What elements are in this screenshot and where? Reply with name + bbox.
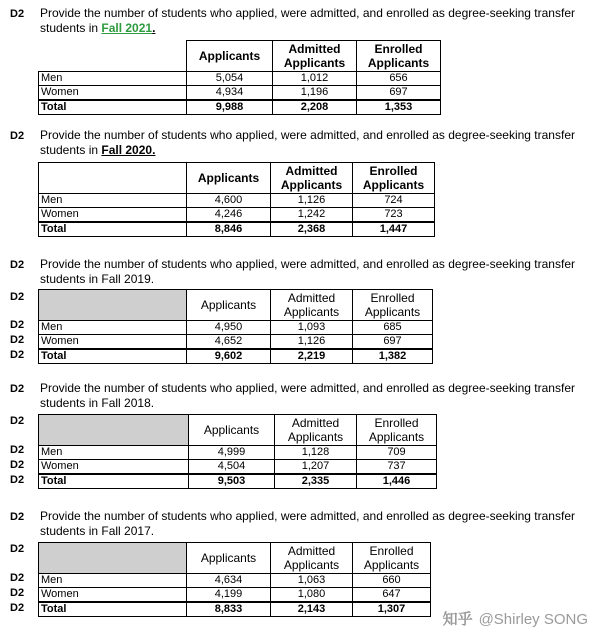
row-label: Women	[39, 460, 189, 475]
watermark	[443, 608, 588, 629]
cell: 697	[357, 86, 441, 101]
question-text: Provide the number of students who applied, were admitted, and enrolled as degree-seeking transfer students in Fall 2019.	[40, 257, 575, 286]
header-enrolled: Enrolled Applicants	[353, 290, 433, 321]
question-text: Provide the number of students who applied, were admitted, and enrolled as degree-seeking transfer students in Fall 2018.	[40, 381, 575, 410]
header-corner	[39, 41, 187, 72]
data-table	[38, 162, 435, 237]
row-code: D2	[10, 334, 25, 346]
cell: 4,246	[187, 208, 271, 223]
cell: 660	[353, 574, 431, 588]
cell: 1,093	[271, 321, 353, 335]
row-label: Total	[39, 349, 187, 364]
table-row-total	[39, 100, 441, 115]
cell: 647	[353, 588, 431, 603]
cell: 2,143	[271, 602, 353, 617]
cell: 1,446	[357, 474, 437, 489]
data-table	[38, 289, 433, 364]
header-admitted: Admitted Applicants	[271, 163, 353, 194]
question-prefix: Provide the number of students who applied, were admitted, and enrolled as degree-seeking transfer students in	[40, 6, 575, 35]
question-year: Fall 2021	[101, 21, 153, 35]
header-corner	[39, 415, 189, 446]
data-table	[38, 414, 437, 489]
cell: 2,368	[271, 222, 353, 237]
question-code: D2	[10, 259, 25, 271]
table-row	[39, 72, 441, 86]
cell: 685	[353, 321, 433, 335]
cell: 8,846	[187, 222, 271, 237]
cell: 723	[353, 208, 435, 223]
header-enrolled: Enrolled Applicants	[353, 543, 431, 574]
cell: 9,602	[187, 349, 271, 364]
cell: 1,012	[273, 72, 357, 86]
header-code: D2	[10, 543, 25, 555]
header-enrolled: Enrolled Applicants	[353, 163, 435, 194]
header-code: D2	[10, 291, 25, 303]
cell: 697	[353, 335, 433, 350]
row-code: D2	[10, 474, 25, 486]
header-code: D2	[10, 415, 25, 427]
question-text: Provide the number of students who applied, were admitted, and enrolled as degree-seeking transfer students in Fall 2017.	[40, 509, 575, 538]
header-applicants: Applicants	[187, 41, 273, 72]
cell: 4,999	[189, 446, 275, 460]
cell: 1,353	[357, 100, 441, 115]
header-corner	[39, 163, 187, 194]
cell: 1,126	[271, 194, 353, 208]
question-code: D2	[10, 511, 25, 523]
header-applicants: Applicants	[187, 163, 271, 194]
table-row-total	[39, 222, 435, 237]
header-enrolled: Enrolled Applicants	[357, 415, 437, 446]
cell: 656	[357, 72, 441, 86]
row-label: Men	[39, 574, 187, 588]
table-row-total	[39, 349, 433, 364]
cell: 4,934	[187, 86, 273, 101]
cell: 1,126	[271, 335, 353, 350]
table-row	[39, 335, 433, 350]
table-row-total	[39, 602, 431, 617]
watermark-text: @Shirley SONG	[478, 611, 588, 628]
header-applicants: Applicants	[189, 415, 275, 446]
question-year-suffix: .	[152, 21, 156, 35]
cell: 4,504	[189, 460, 275, 475]
row-code: D2	[10, 349, 25, 361]
cell: 9,988	[187, 100, 273, 115]
table-row-total	[39, 474, 437, 489]
data-table	[38, 40, 441, 115]
cell: 1,207	[275, 460, 357, 475]
header-admitted: Admitted Applicants	[271, 543, 353, 574]
cell: 4,600	[187, 194, 271, 208]
cell: 724	[353, 194, 435, 208]
cell: 4,199	[187, 588, 271, 603]
header-applicants: Applicants	[187, 290, 271, 321]
question-prefix: Provide the number of students who applied, were admitted, and enrolled as degree-seeking transfer students in	[40, 128, 575, 157]
row-label: Total	[39, 222, 187, 237]
table-row	[39, 208, 435, 223]
cell: 4,634	[187, 574, 271, 588]
row-code: D2	[10, 319, 25, 331]
row-code: D2	[10, 444, 25, 456]
cell: 4,950	[187, 321, 271, 335]
header-corner	[39, 290, 187, 321]
cell: 2,219	[271, 349, 353, 364]
row-code: D2	[10, 587, 25, 599]
row-label: Men	[39, 446, 189, 460]
row-label: Total	[39, 602, 187, 617]
table-row	[39, 460, 437, 475]
table-row	[39, 194, 435, 208]
header-admitted: Admitted Applicants	[275, 415, 357, 446]
cell: 8,833	[187, 602, 271, 617]
header-applicants: Applicants	[187, 543, 271, 574]
row-label: Women	[39, 208, 187, 223]
question-code: D2	[10, 130, 25, 142]
row-label: Total	[39, 474, 189, 489]
question-text	[40, 128, 580, 158]
header-admitted: Admitted Applicants	[271, 290, 353, 321]
row-code: D2	[10, 572, 25, 584]
question-code: D2	[10, 383, 25, 395]
table-row	[39, 588, 431, 603]
zhihu-logo: 知乎	[442, 611, 473, 628]
row-code: D2	[10, 459, 25, 471]
cell: 9,503	[189, 474, 275, 489]
question-year: Fall 2020.	[101, 143, 156, 157]
row-label: Women	[39, 588, 187, 603]
cell: 2,208	[273, 100, 357, 115]
cell: 1,307	[353, 602, 431, 617]
cell: 1,063	[271, 574, 353, 588]
cell: 1,242	[271, 208, 353, 223]
row-code: D2	[10, 602, 25, 614]
data-table	[38, 542, 431, 617]
header-admitted: Admitted Applicants	[273, 41, 357, 72]
question-text	[40, 6, 580, 36]
cell: 1,447	[353, 222, 435, 237]
row-label: Women	[39, 335, 187, 350]
cell: 4,652	[187, 335, 271, 350]
table-row	[39, 86, 441, 101]
header-corner	[39, 543, 187, 574]
cell: 709	[357, 446, 437, 460]
cell: 5,054	[187, 72, 273, 86]
table-row	[39, 574, 431, 588]
row-label: Men	[39, 321, 187, 335]
row-label: Women	[39, 86, 187, 101]
cell: 737	[357, 460, 437, 475]
cell: 1,382	[353, 349, 433, 364]
row-label: Total	[39, 100, 187, 115]
cell: 1,196	[273, 86, 357, 101]
cell: 1,080	[271, 588, 353, 603]
table-row	[39, 321, 433, 335]
cell: 1,128	[275, 446, 357, 460]
row-label: Men	[39, 194, 187, 208]
table-row	[39, 446, 437, 460]
question-code: D2	[10, 8, 25, 20]
cell: 2,335	[275, 474, 357, 489]
row-label: Men	[39, 72, 187, 86]
header-enrolled: Enrolled Applicants	[357, 41, 441, 72]
